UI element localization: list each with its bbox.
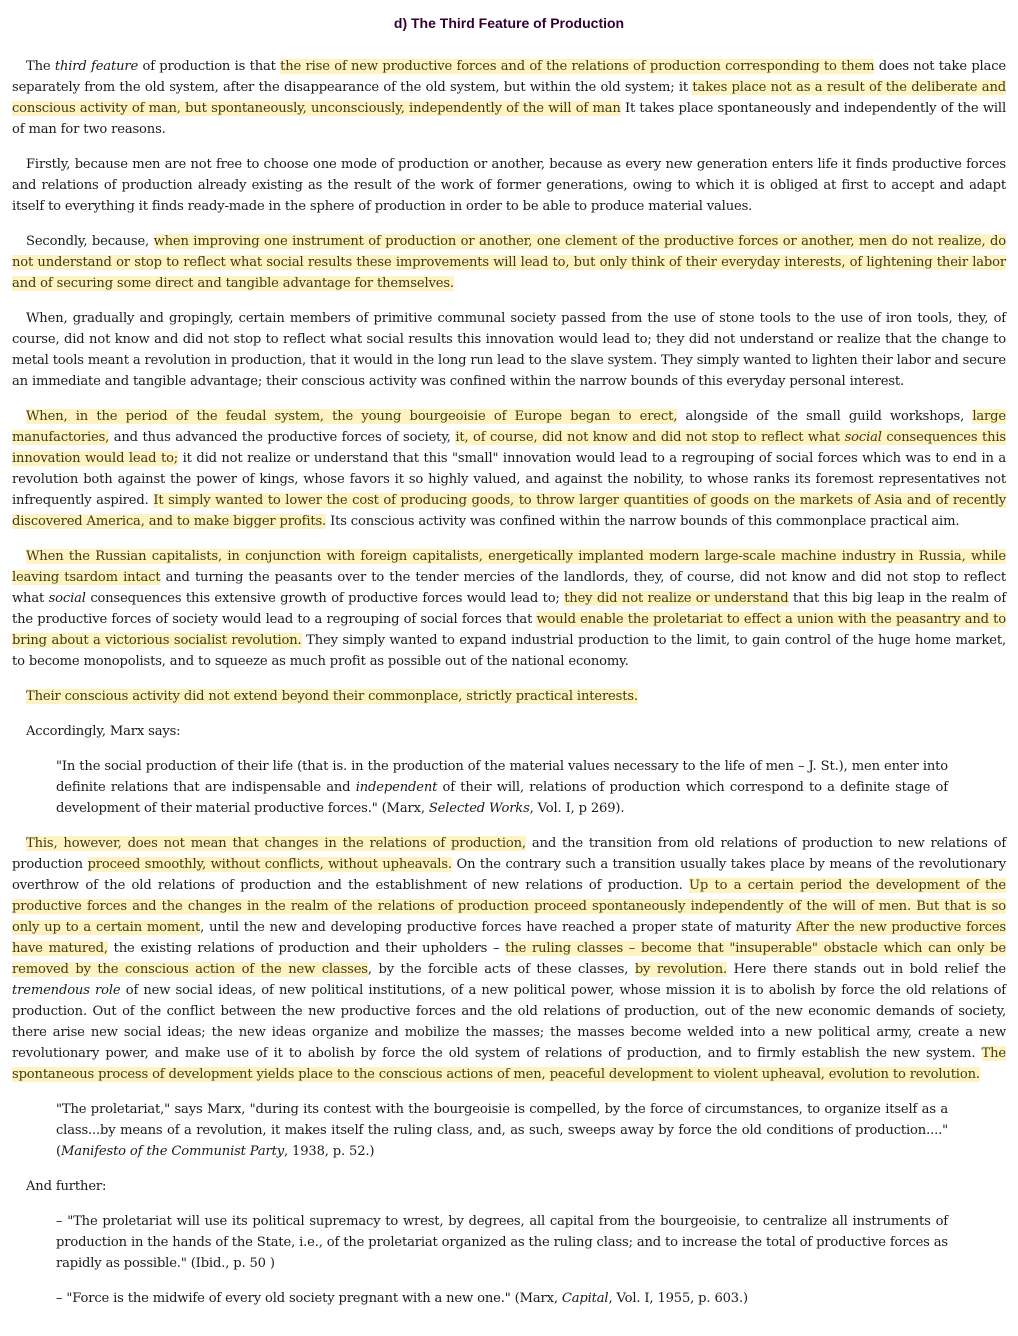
text-run: and the transition from old relations of production to new relations of production: [12, 836, 1007, 872]
highlighted-text: When the Russian capitalists, in conjunction with foreign capitalists, energetically implanted modern large-scale machine industry in Russia, while leaving tsardom intact: [12, 549, 1006, 585]
highlighted-text: large manufactories,: [12, 409, 1006, 445]
highlighted-text: takes place not as a result of the deliberate and conscious activity of man, but spontaneously, unconsciously, independently of the will of man: [12, 80, 1006, 116]
paragraph: [12, 154, 1006, 217]
text-run: the existing relations of production and their upholders –: [107, 941, 506, 956]
text-run: of new social ideas, of new political institutions, of a new political power, whose mission it is to abolish by force the old relations of production. Out of the conflict between the new productive forces and the old relations of production, out of the new economic demands of society, there arise new social ideas; the new ideas organize and mobilize the masses; the masses become welded into a new political army, create a new revolutionary power, and make use of it to abolish by force the old system of relations of production, and to firmly establish the new system.: [12, 983, 1007, 1061]
highlighted-text: When, in the period of the feudal system, the young bourgeoisie of Europe began to erect,: [26, 409, 678, 424]
text-run: Firstly, because men are not free to choose one mode of production or another, because as every new generation enters life it finds productive forces and relations of production already existing as the result of the work of former generations, owing to which it is obliged at first to accept and adapt itself to everything it finds ready-made in the sphere of production in order to be able to produce material values.: [12, 157, 1006, 214]
highlighted-text: This, however, does not mean that changes in the relations of production,: [26, 836, 526, 851]
highlighted-text: by revolution.: [634, 962, 728, 977]
block-quote: [56, 1288, 948, 1309]
highlighted-text: when improving one instrument of production or another, one clement of the productive forces or another, men do not realize, do not understand or stop to reflect what social results these improvements will lead to, but only think of their everyday interests, of lightening their labor and of securing some direct and tangible advantage for themselves.: [12, 234, 1006, 291]
emphasized-text: Selected Works: [428, 801, 530, 816]
text-run: , 1938, p. 52.): [284, 1144, 375, 1159]
paragraph: [12, 406, 1006, 532]
highlighted-text: they did not realize or understand: [564, 591, 789, 606]
text-run: alongside of the small guild workshops,: [677, 409, 973, 424]
text-run: and turning the peasants over to the tender mercies of the landlords, they, of course, did not know and did not stop to reflect what: [12, 570, 1006, 606]
text-run: Here there stands out in bold relief the: [727, 962, 1006, 977]
highlighted-text: the ruling classes – become that "insuperable" obstacle which can only be removed by the conscious action of the new classes: [12, 941, 1006, 977]
emphasized-text: Manifesto of the Communist Party: [60, 1144, 284, 1159]
text-run: it did not realize or understand that this "small" innovation would lead to a regrouping of social forces which was to end in a revolution both against the power of kings, whose favors it so highly valued, and against the nobility, to whose ranks its foremost representatives not infrequently aspired.: [12, 451, 1006, 508]
section-heading: d) The Third Feature of Production: [393, 15, 625, 31]
highlighted-text: Up to a certain period the development of the productive forces and the changes in the realm of the relations of production proceed spontaneously independently of the will of men. But that is so only up to a certain moment: [12, 878, 1006, 935]
paragraph: [12, 546, 1006, 672]
emphasized-text: Capital: [561, 1291, 609, 1306]
paragraph: [12, 308, 1006, 392]
document-body: [12, 56, 1006, 1309]
text-run: – "Force is the midwife of every old society pregnant with a new one." (Marx,: [56, 1291, 562, 1306]
text-run: It takes place spontaneously and independently of the will of man for two reasons.: [12, 101, 1006, 137]
text-run: The: [26, 59, 55, 74]
paragraph: [12, 686, 1006, 707]
text-run: , Vol. I, 1955, p. 603.): [608, 1291, 748, 1306]
text-run: , until the new and developing productive forces have reached a proper state of maturity: [200, 920, 797, 935]
text-run: On the contrary such a transition usually takes place by means of the revolutionary overthrow of the old relations of production and the establishment of new relations of production.: [12, 857, 1006, 893]
paragraph: [12, 56, 1006, 140]
highlighted-text: The spontaneous process of development yields place to the conscious actions of men, peaceful development to violent upheaval, evolution to revolution.: [12, 1046, 1006, 1082]
text-run: , by the forcible acts of these classes,: [367, 962, 635, 977]
highlighted-text: Their conscious activity did not extend beyond their commonplace, strictly practical interests.: [26, 689, 638, 704]
highlighted-text: social: [844, 430, 882, 445]
highlighted-text: would enable the proletariat to effect a union with the peasantry and to bring about a victorious socialist revolution.: [12, 612, 1006, 648]
text-run: "The proletariat," says Marx, "during its contest with the bourgeoisie is compelled, by the force of circumstances, to organize itself as a class...by means of a revolution, it makes itself the ruling class, and, as such, sweeps away by force the old conditions of production...." (: [56, 1102, 948, 1159]
paragraph: [12, 231, 1006, 294]
emphasized-text: third feature: [54, 59, 139, 74]
text-run: does not take place separately from the old system, after the disappearance of the old system, but within the old system; it: [12, 59, 1007, 95]
text-run: of production is that: [138, 59, 281, 74]
highlighted-text: proceed smoothly, without conflicts, without upheavals.: [87, 857, 452, 872]
text-run: When, gradually and gropingly, certain members of primitive communal society passed from the use of stone tools to the use of iron tools, they, of course, did not know and did not stop to reflect what social results this innovation would lead to; they did not understand or realize that the change to metal tools meant a revolution in production, that it would in the long run lead to the slave system. They simply wanted to lighten their labor and secure an immediate and tangible advantage; their conscious activity was confined within the narrow bounds of this everyday personal interest.: [12, 311, 1006, 389]
text-run: Secondly, because,: [26, 234, 154, 249]
text-run: that this big leap in the realm of the productive forces of society would lead to a regrouping of social forces that: [12, 591, 1007, 627]
text-run: Its conscious activity was confined within the narrow bounds of this commonplace practical aim.: [326, 514, 960, 529]
text-run: And further:: [26, 1179, 107, 1194]
highlighted-text: After the new productive forces have matured,: [12, 920, 1007, 956]
text-run: , Vol. I, p 269).: [529, 801, 625, 816]
text-run: and thus advanced the productive forces of society,: [109, 430, 456, 445]
block-quote: [56, 756, 948, 819]
highlighted-text: consequences this innovation would lead to;: [12, 430, 1006, 466]
emphasized-text: social: [48, 591, 86, 606]
emphasized-text: tremendous role: [12, 983, 121, 998]
block-quote: [56, 1211, 948, 1274]
text-run: consequences this extensive growth of productive forces would lead to;: [85, 591, 565, 606]
text-run: – "The proletariat will use its political supremacy to wrest, by degrees, all capital from the bourgeoisie, to centralize all instruments of production in the hands of the State, i.e., of the proletariat organized as the ruling class; and to increase the total of productive forces as rapidly as possible." (Ibid., p. 50 ): [56, 1214, 948, 1271]
text-run: "In the social production of their life (that is. in the production of the material values necessary to the life of men – J. St.), men enter into definite relations that are indispensable and: [56, 759, 948, 795]
paragraph: [12, 833, 1006, 1085]
highlighted-text: the rise of new productive forces and of the relations of production corresponding to them: [280, 59, 875, 74]
block-quote: [56, 1099, 948, 1162]
text-run: Accordingly, Marx says:: [26, 724, 181, 739]
highlighted-text: It simply wanted to lower the cost of producing goods, to throw larger quantities of goods on the markets of Asia and of recently discovered America, and to make bigger profits.: [12, 493, 1006, 529]
paragraph: [12, 721, 1006, 742]
text-run: of their will, relations of production which correspond to a definite stage of development of their material productive forces." (Marx,: [56, 780, 948, 816]
highlighted-text: it, of course, did not know and did not stop to reflect what: [455, 430, 845, 445]
paragraph: [12, 1176, 1006, 1197]
emphasized-text: independent: [355, 780, 438, 795]
text-run: They simply wanted to expand industrial production to the limit, to gain control of the huge home market, to become monopolists, and to squeeze as much profit as possible out of the national economy.: [12, 633, 1007, 669]
